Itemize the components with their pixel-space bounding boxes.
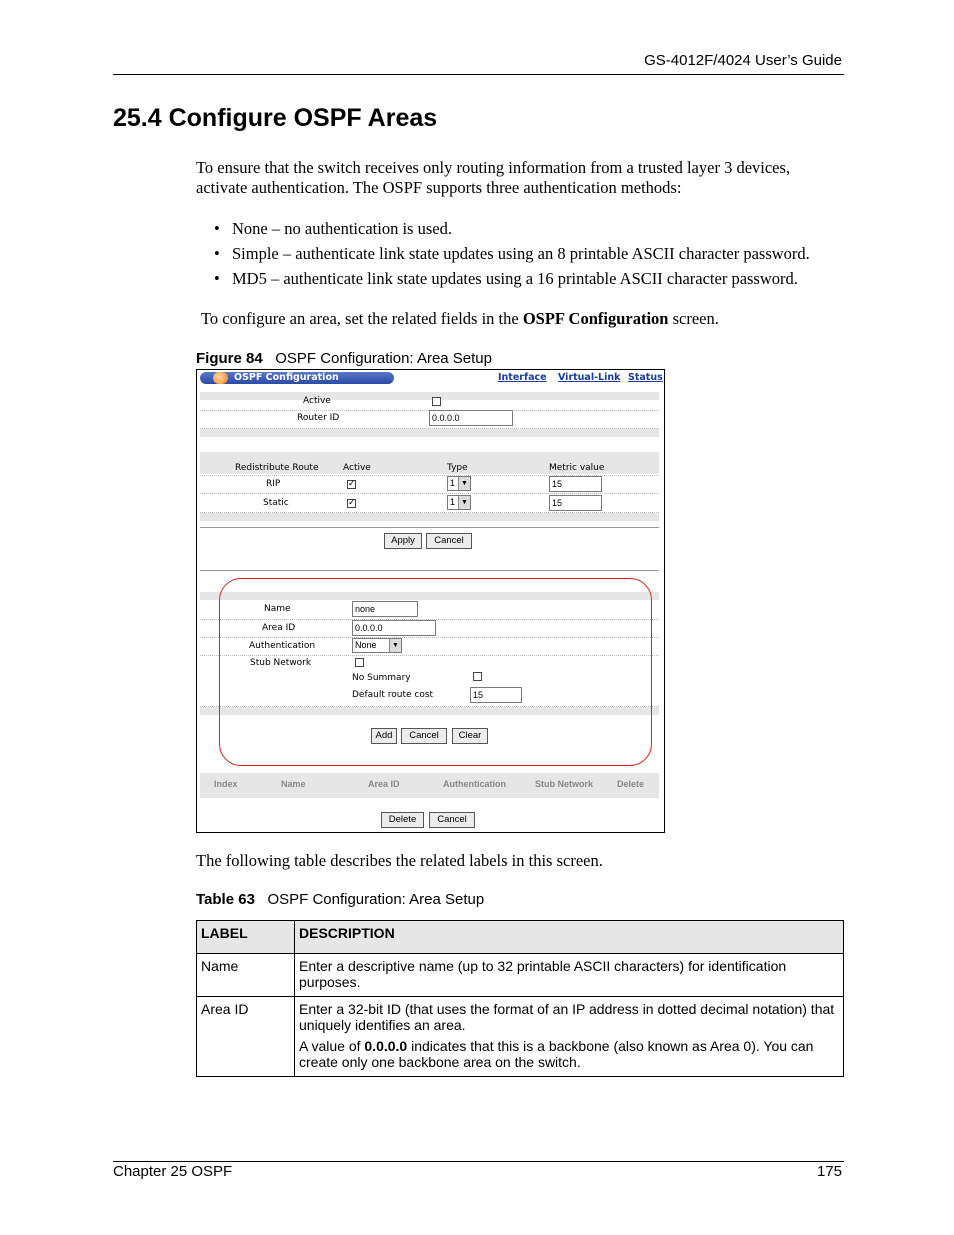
area-id-input[interactable]: 0.0.0.0: [352, 620, 436, 636]
bullet-item: • Simple – authenticate link state updates using an 8 printable ASCII character password.: [214, 244, 810, 263]
area-id-label: Area ID: [262, 623, 296, 633]
delete-button[interactable]: Delete: [381, 812, 424, 828]
static-metric-input[interactable]: 15: [549, 495, 602, 511]
authentication-select[interactable]: None ▼: [352, 638, 402, 653]
intro-line-1: To ensure that the switch receives only routing information from a trusted layer 3 devices,: [196, 158, 791, 177]
footer-rule: [113, 1161, 844, 1162]
table-label: Table 63: [196, 891, 255, 908]
bullet-text: MD5 – authenticate link state updates using a 16 printable ASCII character password.: [232, 269, 798, 288]
authentication-header: Authentication: [443, 779, 506, 789]
configure-instruction: To configure an area, set the related fields in the OSPF Configuration screen.: [201, 309, 719, 328]
ospf-title-bar: [200, 372, 394, 384]
figure-label: Figure 84: [196, 350, 263, 367]
table-caption: [196, 891, 484, 908]
table-intro-text: The following table describes the related labels in this screen.: [196, 851, 603, 870]
section-band: [200, 429, 659, 437]
active-label: Active: [303, 396, 331, 406]
bullet-text: None – no authentication is used.: [232, 219, 452, 238]
ospf-screenshot: [196, 369, 665, 833]
static-active-checkbox[interactable]: [347, 499, 356, 508]
rip-metric-input[interactable]: 15: [549, 476, 602, 492]
area-cancel-button[interactable]: Cancel: [401, 728, 447, 744]
section-title: 25.4 Configure OSPF Areas: [113, 104, 438, 132]
default-route-cost-label: Default route cost: [352, 690, 434, 700]
redistribute-metric-header: Metric value: [549, 463, 605, 473]
divider: [200, 493, 659, 494]
intro-line-2: activate authentication. The OSPF supports three authentication methods:: [196, 178, 682, 197]
rip-label: RIP: [266, 479, 281, 489]
divider: [200, 570, 659, 571]
page-number: 175: [816, 1163, 842, 1180]
interface-link[interactable]: Interface: [498, 372, 547, 383]
cancel-button[interactable]: Cancel: [426, 533, 472, 549]
row-label: Area ID: [197, 997, 295, 1077]
table-row: [197, 997, 844, 1077]
rip-active-checkbox[interactable]: [347, 480, 356, 489]
redistribute-header: Redistribute Route: [235, 463, 319, 473]
figure-title: OSPF Configuration: Area Setup: [275, 350, 492, 367]
redistribute-active-header: Active: [343, 463, 371, 473]
chevron-down-icon: ▼: [389, 639, 401, 652]
authentication-label: Authentication: [249, 641, 316, 651]
backbone-id: 0.0.0.0: [364, 1038, 408, 1054]
rip-type-select[interactable]: 1 ▼: [447, 476, 471, 491]
bullet-item: • MD5 – authenticate link state updates using a 16 printable ASCII character password.: [214, 269, 798, 288]
description-column-header: DESCRIPTION: [295, 921, 844, 954]
row-description: Enter a 32-bit ID (that uses the format of an IP address in dotted decimal notation) that uniquely identifies an area. A value of 0.0.0.0 indicates that this is a backbone (also known as Area 0). You can create only one backbone area on the switch.: [295, 997, 844, 1077]
highlight-oval: [219, 578, 652, 766]
guide-title: GS-4012F/4024 User’s Guide: [644, 52, 842, 69]
add-button[interactable]: Add: [371, 728, 397, 744]
stub-network-header: Stub Network: [535, 779, 594, 789]
virtual-link-link[interactable]: Virtual-Link: [558, 372, 621, 383]
chevron-down-icon: ▼: [458, 477, 470, 490]
active-checkbox[interactable]: [432, 397, 441, 406]
bullet-item: • None – no authentication is used.: [214, 219, 452, 238]
row-description: Enter a descriptive name (up to 32 printable ASCII characters) for identification purposes.: [295, 954, 844, 997]
clear-button[interactable]: Clear: [452, 728, 488, 744]
static-type-select[interactable]: 1 ▼: [447, 495, 471, 510]
stub-network-label: Stub Network: [250, 658, 312, 668]
header-rule: [113, 74, 844, 75]
apply-button[interactable]: Apply: [384, 533, 422, 549]
section-band: [200, 392, 659, 400]
figure-caption: [196, 350, 492, 367]
footer-chapter: Chapter 25 OSPF: [113, 1163, 233, 1180]
row-description-note: A value of 0.0.0.0 indicates that this is a backbone (also known as Area 0). You can create only one backbone area on the switch.: [299, 1038, 814, 1070]
index-header: Index: [214, 779, 238, 789]
no-summary-label: No Summary: [352, 673, 411, 683]
intro-paragraph: [196, 158, 790, 198]
table-header-row: [197, 921, 844, 954]
configure-screen-name: OSPF Configuration: [522, 309, 669, 328]
ospf-title: OSPF Configuration: [234, 372, 339, 383]
divider: [200, 527, 659, 528]
table-title: OSPF Configuration: Area Setup: [267, 891, 485, 908]
label-column-header: LABEL: [197, 921, 295, 954]
table-cancel-button[interactable]: Cancel: [429, 812, 475, 828]
delete-header: Delete: [617, 779, 645, 789]
table-row: [197, 954, 844, 997]
name-header: Name: [281, 779, 306, 789]
row-label: Name: [197, 954, 295, 997]
router-id-input[interactable]: 0.0.0.0: [429, 410, 513, 426]
default-route-cost-input[interactable]: 15: [470, 687, 522, 703]
section-band: [200, 513, 659, 521]
redistribute-type-header: Type: [447, 463, 468, 473]
static-label: Static: [263, 498, 289, 508]
area-name-input[interactable]: none: [352, 601, 418, 617]
title-ball-icon: [213, 372, 228, 384]
bullet-text: Simple – authenticate link state updates using an 8 printable ASCII character password.: [232, 244, 810, 263]
area-id-header: Area ID: [368, 779, 400, 789]
area-name-label: Name: [264, 604, 291, 614]
status-link[interactable]: Status: [628, 372, 663, 383]
chevron-down-icon: ▼: [458, 496, 470, 509]
router-id-label: Router ID: [297, 413, 340, 423]
description-table: [196, 920, 844, 1077]
